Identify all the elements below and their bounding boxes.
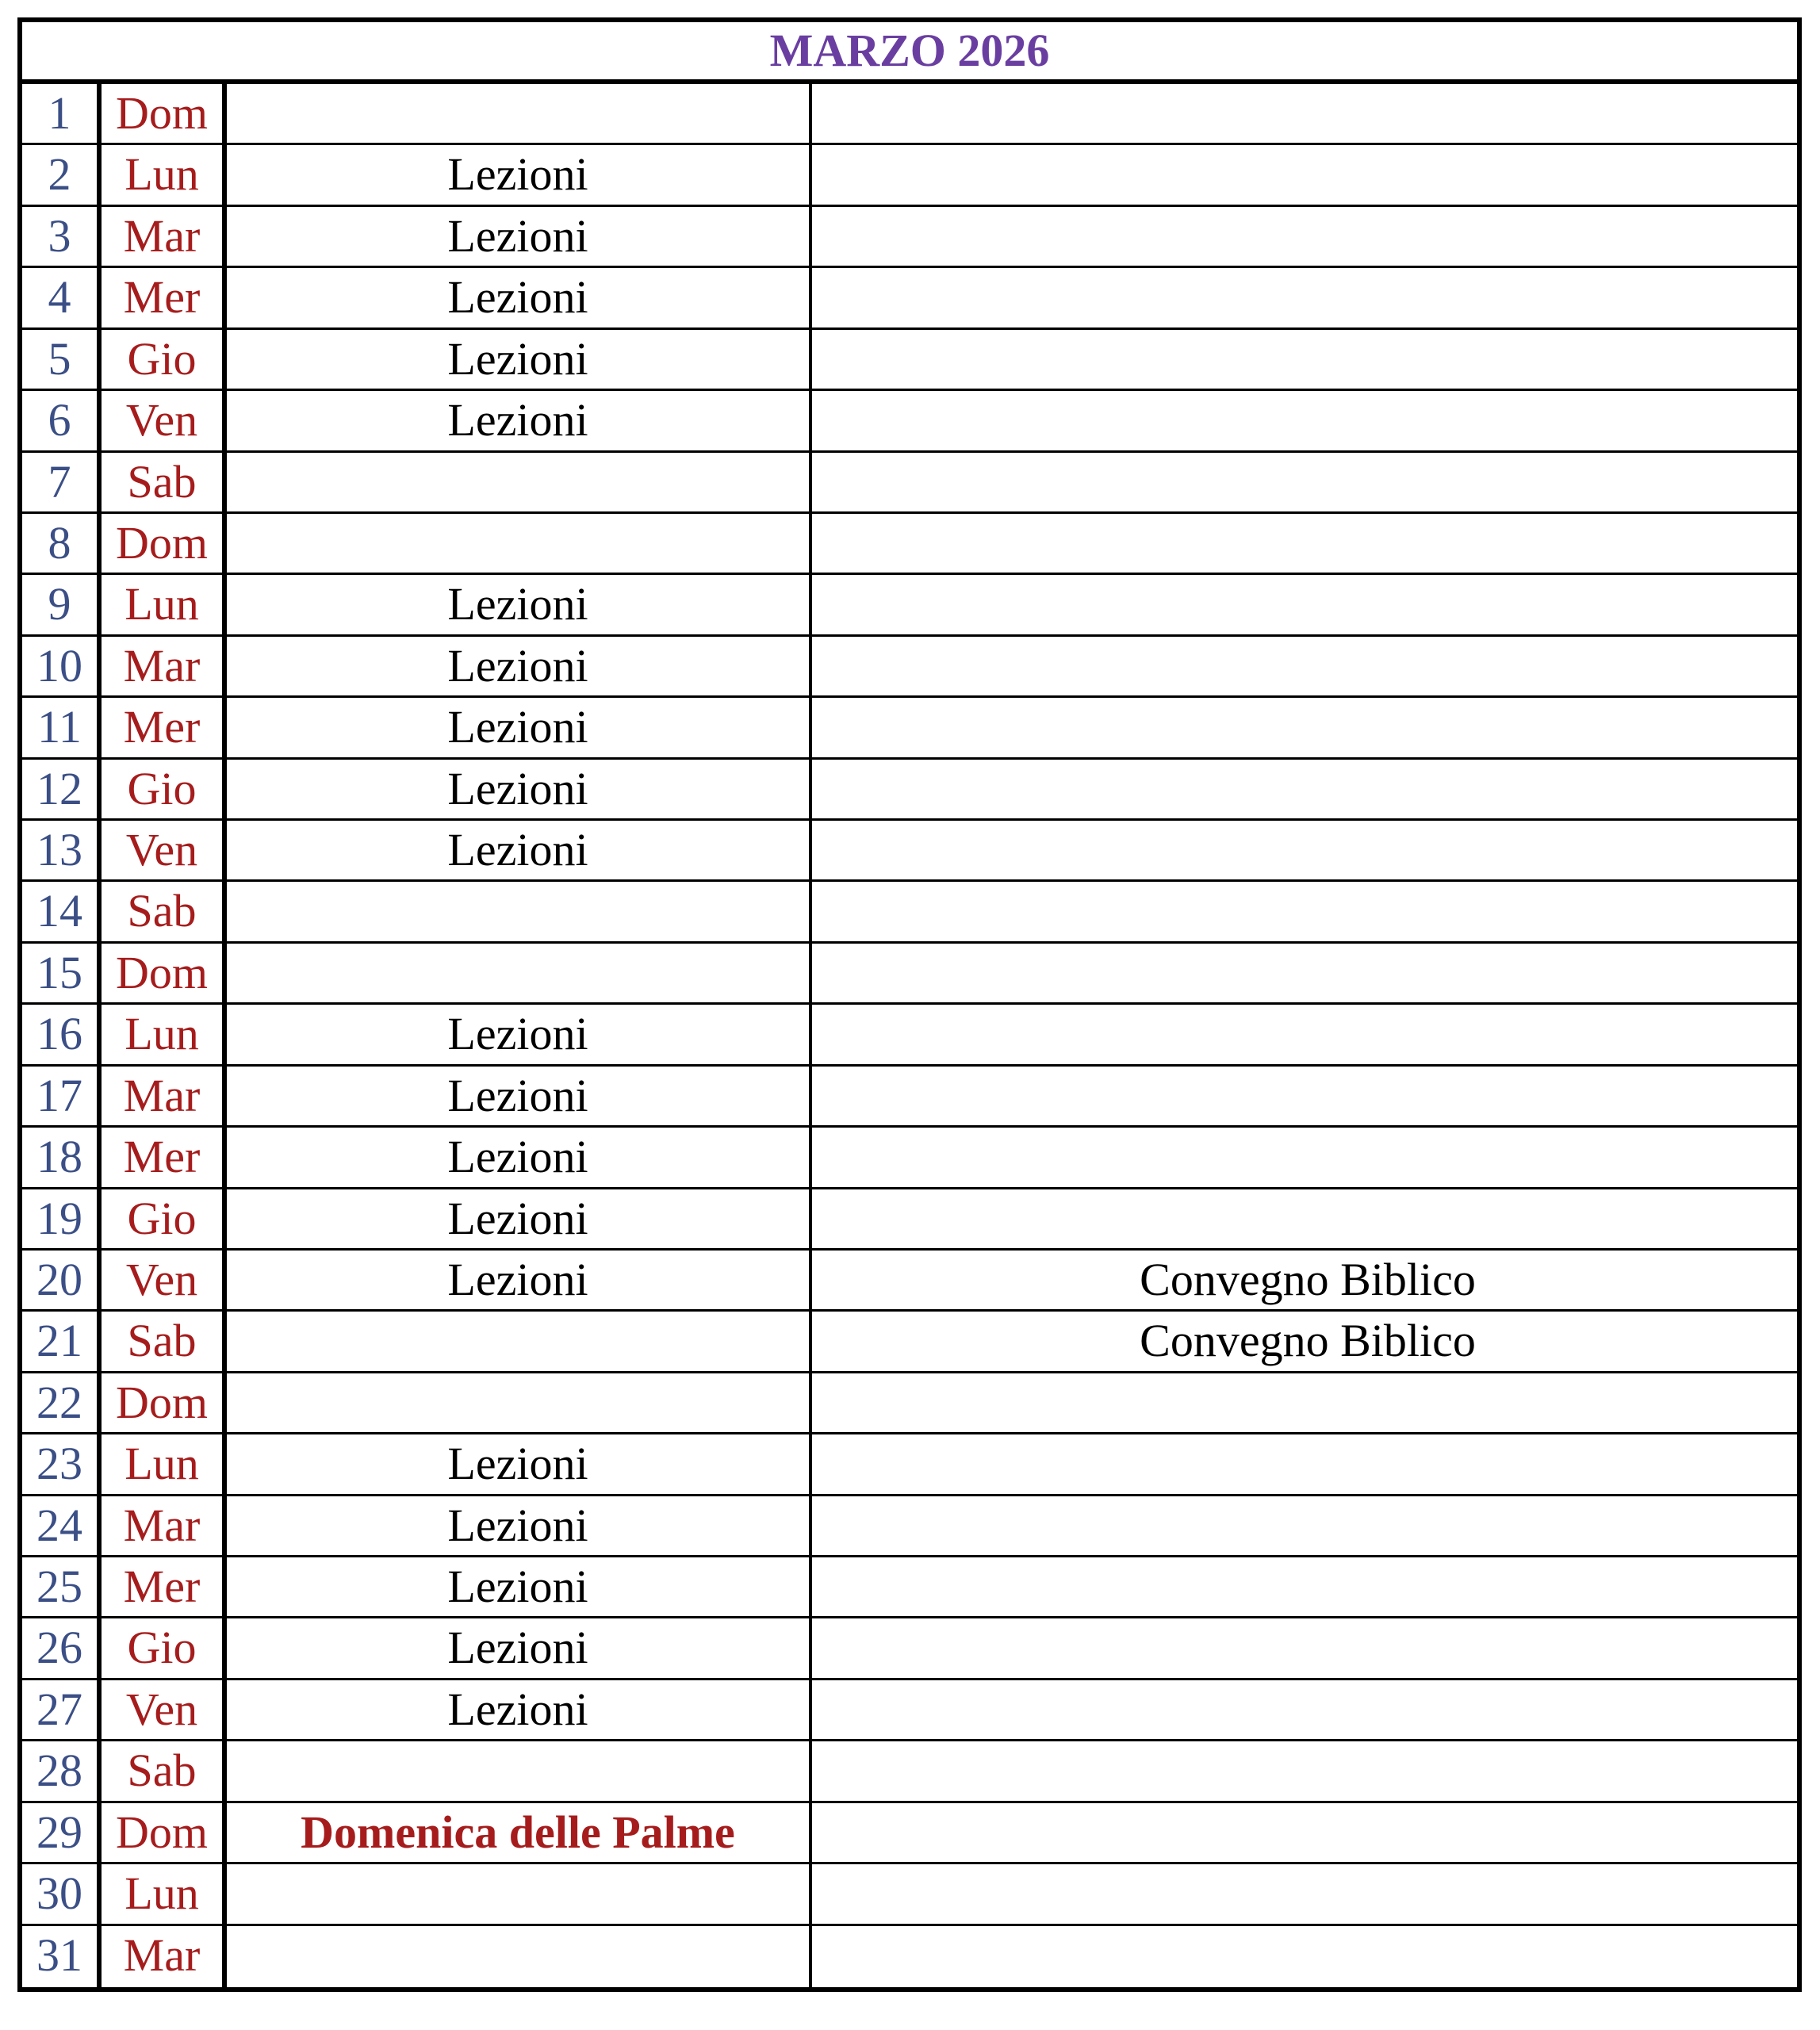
main-event-cell [227,944,809,1002]
side-event-cell [814,207,1802,266]
weekday-label: Ven [125,1683,198,1735]
main-event-cell: Lezioni [447,639,588,691]
main-event-cell: Lezioni [447,209,588,262]
day-row [22,1128,1797,1189]
side-event-cell [814,1864,1802,1923]
day-number: 23 [36,1438,82,1490]
day-row [22,330,1797,391]
side-event-cell [814,1557,1802,1616]
day-number: 8 [48,516,71,569]
main-event-cell: Lezioni [447,1683,588,1735]
day-row [22,1434,1797,1496]
side-event-cell [814,1926,1802,1987]
main-event-cell [227,1373,809,1432]
day-number: 25 [36,1561,82,1613]
main-event-cell [227,882,809,940]
day-row [22,637,1797,698]
main-event-cell [227,1926,809,1987]
main-event-cell: Lezioni [447,1192,588,1244]
weekday-label: Lun [125,1008,199,1060]
main-event-cell: Lezioni [447,1131,588,1183]
side-event-cell [814,145,1802,204]
day-number: 2 [48,148,71,201]
day-number: 24 [36,1499,82,1551]
day-row [22,1864,1797,1925]
side-event-cell [814,882,1802,940]
day-number: 7 [48,455,71,508]
day-number: 17 [36,1069,82,1121]
main-event-cell [227,1741,809,1800]
weekday-label: Lun [125,1438,199,1490]
day-row [22,1803,1797,1864]
weekday-label: Sab [127,1315,197,1367]
day-number: 9 [48,578,71,630]
weekday-label: Ven [125,1253,198,1305]
main-event-cell: Lezioni [447,1253,588,1305]
day-number: 21 [36,1315,82,1367]
side-event-cell [814,1128,1802,1186]
main-event-cell [227,84,809,143]
day-number: 22 [36,1376,82,1428]
main-event-cell: Lezioni [447,578,588,630]
side-event-cell [814,637,1802,695]
day-number: 10 [36,639,82,691]
day-row [22,1557,1797,1618]
weekday-label: Mer [123,271,201,324]
day-number: 28 [36,1745,82,1797]
weekday-label: Gio [127,332,197,385]
day-row [22,882,1797,943]
weekday-label: Lun [125,578,199,630]
day-number: 14 [36,885,82,937]
weekday-label: Sab [127,455,197,508]
main-event-cell: Lezioni [447,1499,588,1551]
side-event-cell [814,1496,1802,1555]
day-number: 4 [48,271,71,324]
weekday-label: Mar [123,209,201,262]
side-event-cell [814,330,1802,389]
day-row [22,575,1797,636]
calendar-table [17,17,1802,1992]
weekday-label: Mar [123,1069,201,1121]
weekday-label: Lun [125,1867,199,1920]
day-rows [22,84,1797,1987]
day-row [22,1251,1797,1312]
day-number: 6 [48,394,71,446]
day-number: 12 [36,762,82,814]
side-event-cell [814,1189,1802,1248]
day-row [22,145,1797,206]
weekday-label: Ven [125,824,198,876]
side-event-cell [814,1067,1802,1125]
side-event-cell [814,944,1802,1002]
side-event-cell [814,84,1802,143]
day-row [22,760,1797,821]
main-event-cell: Lezioni [447,1008,588,1060]
weekday-label: Gio [127,762,197,814]
day-number: 3 [48,209,71,262]
weekday-label: Gio [127,1192,197,1244]
main-event-cell: Lezioni [447,332,588,385]
main-event-cell [227,453,809,511]
main-event-cell [227,1864,809,1923]
weekday-label: Mer [123,1131,201,1183]
day-row [22,207,1797,268]
weekday-label: Mer [123,701,201,753]
weekday-label: Dom [116,1806,208,1858]
day-row [22,1496,1797,1557]
side-event-cell [814,1741,1802,1800]
main-event-cell: Lezioni [447,1069,588,1121]
side-event-cell [814,1680,1802,1739]
day-number: 31 [36,1928,82,1981]
weekday-label: Gio [127,1622,197,1674]
day-row [22,1680,1797,1741]
day-row [22,944,1797,1005]
day-number: 1 [48,87,71,139]
main-event-cell: Lezioni [447,1561,588,1613]
day-row [22,1926,1797,1987]
day-number: 15 [36,946,82,998]
side-event-cell: Convegno Biblico [1140,1315,1476,1367]
side-event-cell: Convegno Biblico [1140,1253,1476,1305]
day-row [22,1005,1797,1066]
main-event-cell: Lezioni [447,824,588,876]
calendar-title: MARZO 2026 [22,22,1797,84]
side-event-cell [814,575,1802,634]
day-number: 20 [36,1253,82,1305]
day-row [22,514,1797,575]
weekday-label: Dom [116,87,208,139]
day-number: 18 [36,1131,82,1183]
weekday-label: Sab [127,1745,197,1797]
day-number: 16 [36,1008,82,1060]
side-event-cell [814,1618,1802,1677]
day-row [22,1373,1797,1434]
side-event-cell [814,1005,1802,1063]
main-event-cell: Lezioni [447,271,588,324]
side-event-cell [814,391,1802,450]
day-number: 13 [36,824,82,876]
weekday-label: Dom [116,946,208,998]
weekday-label: Mar [123,1499,201,1551]
day-row [22,84,1797,145]
side-event-cell [814,453,1802,511]
day-number: 19 [36,1192,82,1244]
day-row [22,453,1797,514]
day-row [22,821,1797,882]
day-number: 26 [36,1622,82,1674]
main-event-cell: Lezioni [447,394,588,446]
main-event-cell: Lezioni [447,762,588,814]
main-event-cell: Lezioni [447,1438,588,1490]
day-row [22,1312,1797,1373]
side-event-cell [814,698,1802,756]
day-number: 5 [48,332,71,385]
day-row [22,1618,1797,1680]
side-event-cell [814,821,1802,879]
main-event-cell: Lezioni [447,1622,588,1674]
side-event-cell [814,760,1802,818]
side-event-cell [814,1373,1802,1432]
side-event-cell [814,268,1802,327]
weekday-label: Dom [116,1376,208,1428]
weekday-label: Mar [123,1928,201,1981]
weekday-label: Lun [125,148,199,201]
weekday-label: Ven [125,394,198,446]
day-number: 30 [36,1867,82,1920]
day-row [22,1741,1797,1802]
side-event-cell [814,1434,1802,1493]
side-event-cell [814,1803,1802,1862]
main-event-cell [227,514,809,573]
day-row [22,1189,1797,1251]
main-event-cell: Lezioni [447,148,588,201]
side-event-cell [814,514,1802,573]
day-number: 27 [36,1683,82,1735]
day-number: 11 [37,701,82,753]
main-event-cell [227,1312,809,1370]
weekday-label: Mer [123,1561,201,1613]
main-event-cell: Domenica delle Palme [301,1806,735,1858]
day-number: 29 [36,1806,82,1858]
day-row [22,268,1797,329]
day-row [22,391,1797,452]
main-event-cell: Lezioni [447,701,588,753]
weekday-label: Dom [116,516,208,569]
weekday-label: Mar [123,639,201,691]
day-row [22,698,1797,759]
weekday-label: Sab [127,885,197,937]
day-row [22,1067,1797,1128]
